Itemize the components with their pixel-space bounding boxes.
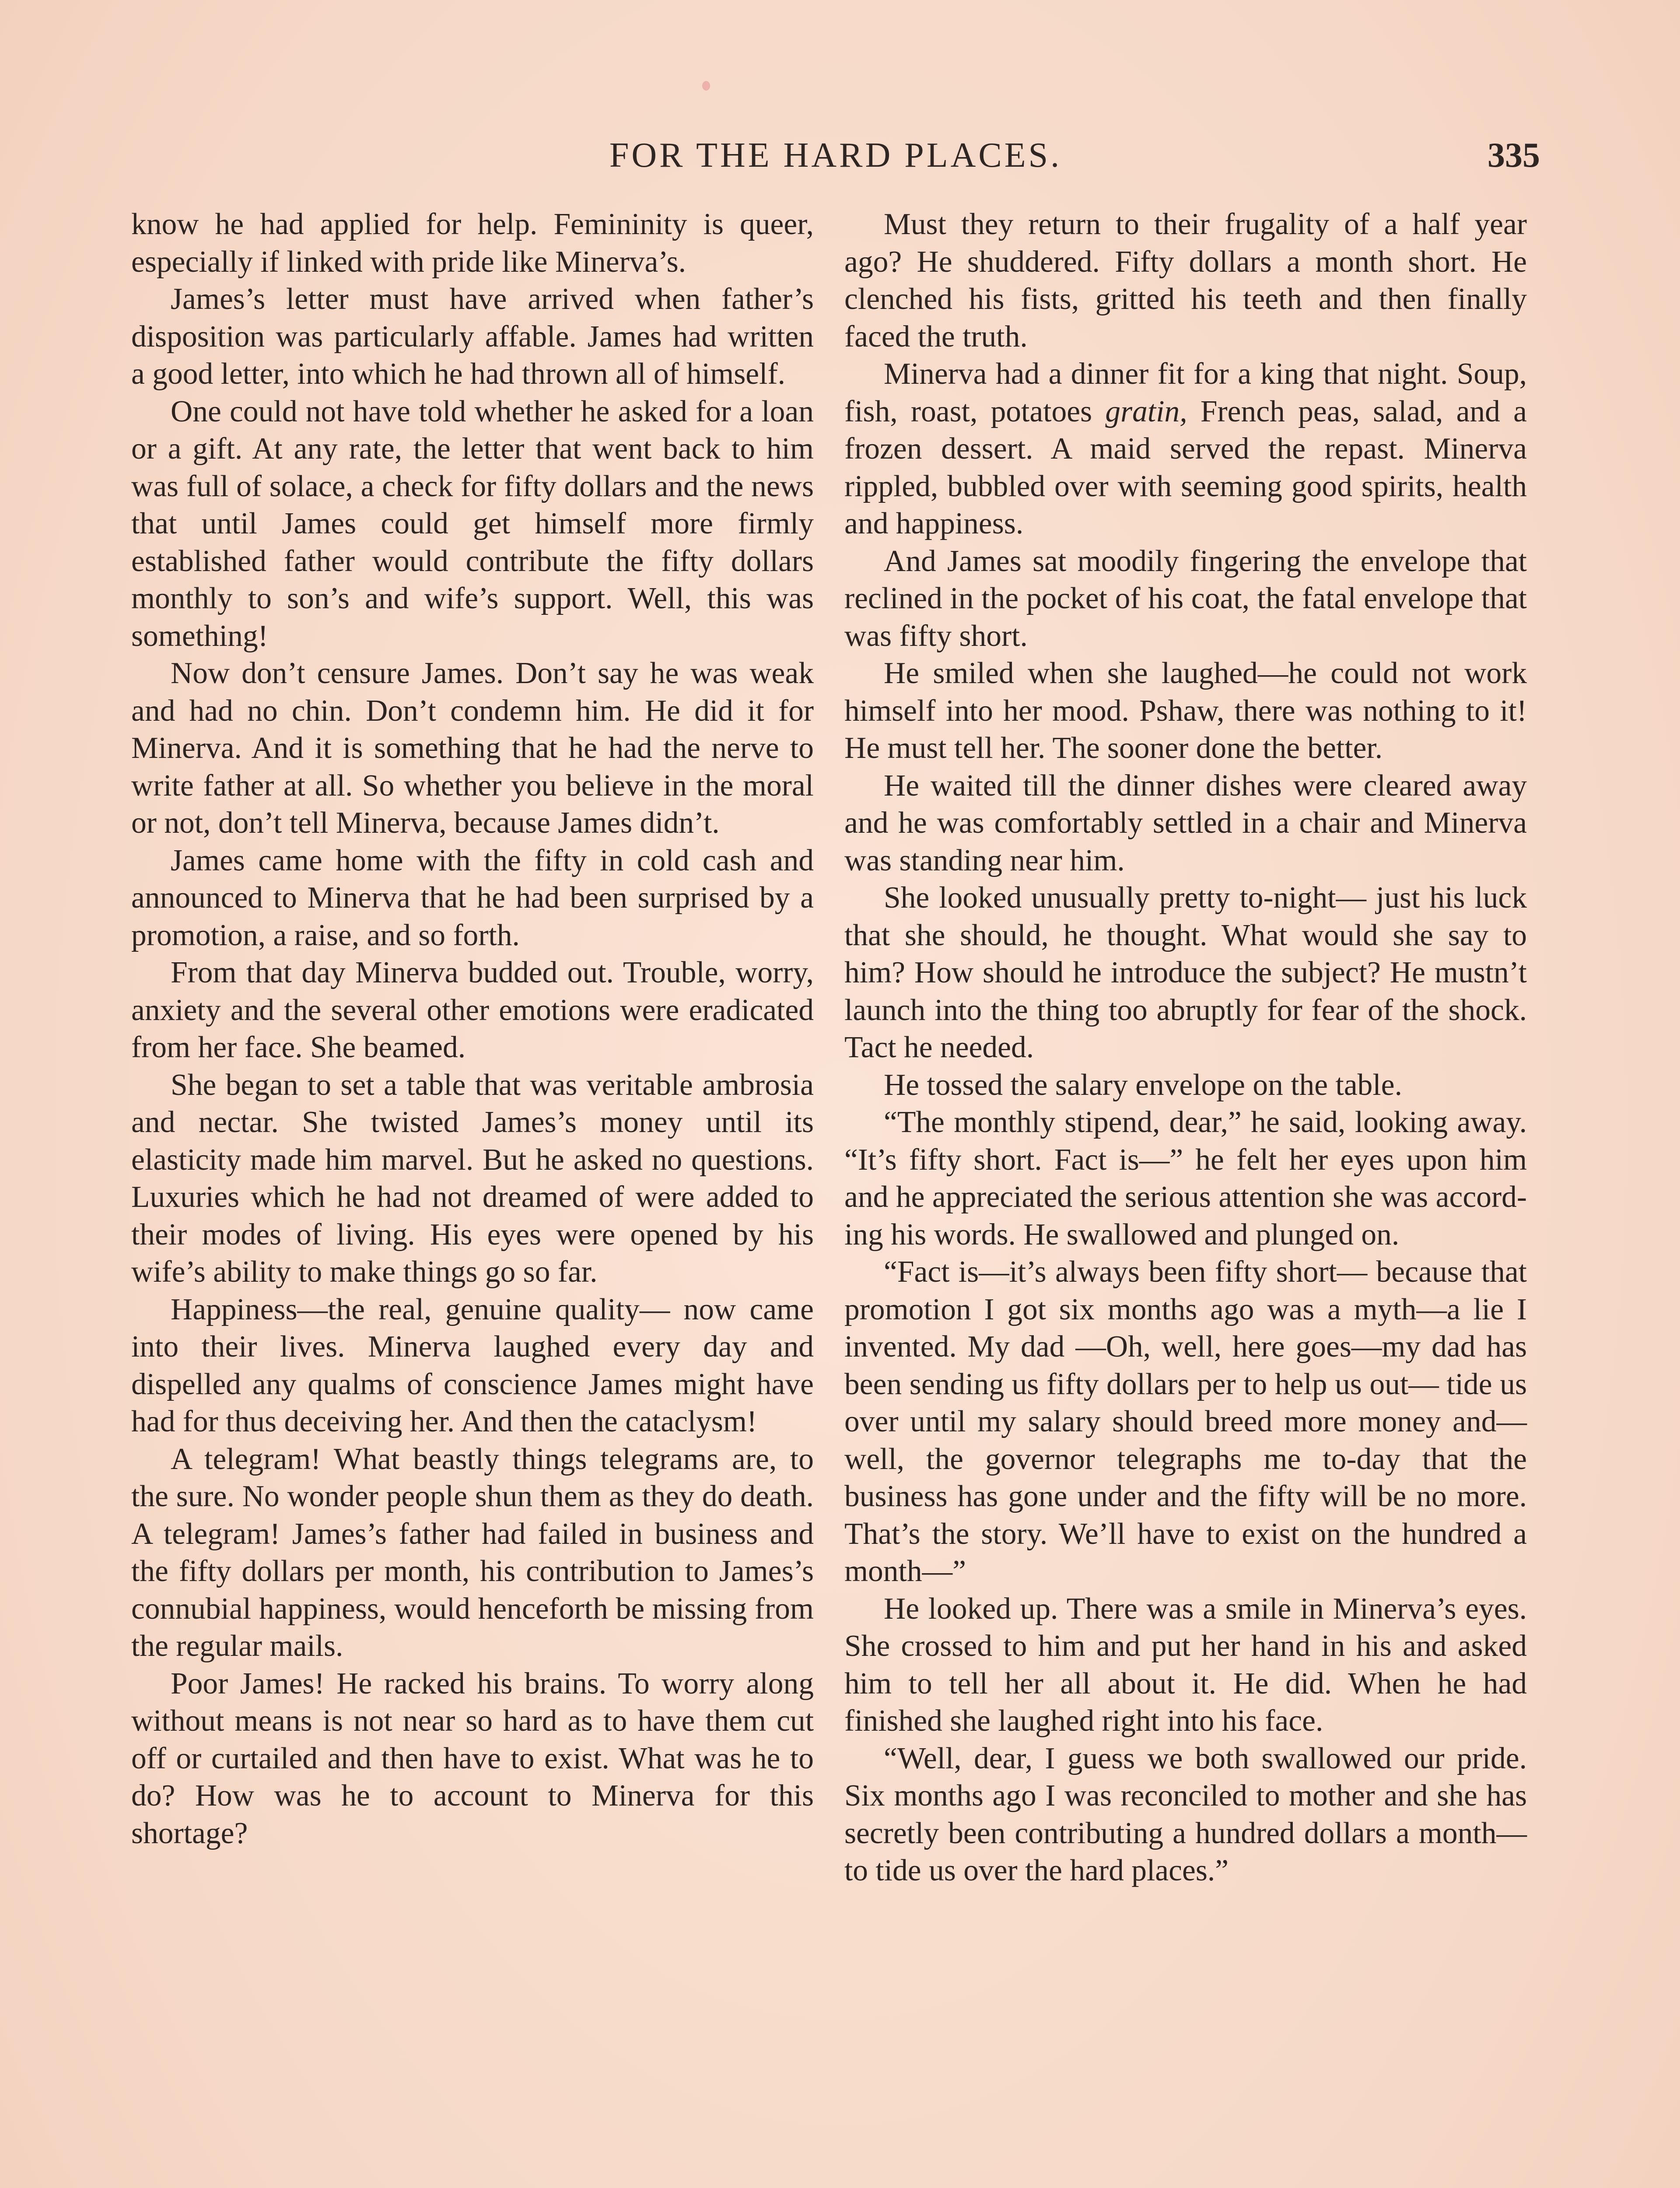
left-column xyxy=(131,206,814,1852)
paragraph: He looked up. There was a smile in Minerva’s eyes. She crossed to him and put her hand in his and asked him to tell her all about it. He did. When he had finished she laughed right into his face. xyxy=(844,1592,1527,1738)
paragraph: And James sat moodily fingering the envelope that reclined in the pocket of his coat, the fatal envelope that was fifty short. xyxy=(844,544,1527,653)
paragraph: know he had applied for help. Femininity is queer, especially if linked with pride like Minerva’s. xyxy=(131,207,814,279)
paragraph: He smiled when she laughed—he could not work himself into her mood. Pshaw, there was nothing to it! He must tell her. The sooner done the better. xyxy=(844,656,1527,765)
paragraph: She began to set a table that was veritable ambrosia and nectar. She twisted James’s money until its elasticity made him marvel. But he asked no questions. Luxuries which he had not dreamed of were added to their modes of living. His eyes were opened by his wife’s ability to make things go so far. xyxy=(131,1068,814,1289)
paragraph: Poor James! He racked his brains. To worry along without means is not near so hard as to have them cut off or curtailed and then have to exist. What was he to do? How was he to account to Minerva for this shortage? xyxy=(131,1666,814,1850)
paragraph: Must they return to their frugality of a half year ago? He shuddered. Fifty dollars a month short. He clenched his fists, gritted his teeth and then finally faced the truth. xyxy=(844,207,1527,354)
paragraph: “The monthly stipend, dear,” he said, looking away. “It’s fifty short. Fact is—” he felt her eyes upon him and he appreciated the serious attention she was according his words. He swallowed and plunged on. xyxy=(844,1105,1527,1252)
right-column xyxy=(844,206,1527,1890)
italic-word: gratin, xyxy=(1105,394,1187,428)
paragraph: James came home with the fifty in cold cash and announced to Minerva that he had been surprised by a promotion, a raise, and so forth. xyxy=(131,843,814,952)
paper-speck xyxy=(702,81,710,91)
paragraph: He tossed the salary envelope on the table. xyxy=(884,1068,1402,1102)
paragraph: “Well, dear, I guess we both swallowed our pride. Six months ago I was reconciled to mother and she has secretly been contributing a hundred dollars a month—to tide us over the hard places.” xyxy=(844,1741,1527,1887)
paragraph: He waited till the dinner dishes were cleared away and he was comfortably settled in a chair and Minerva was standing near him. xyxy=(844,768,1527,877)
paragraph: “Fact is—it’s always been fifty short— because that promotion I got six months ago was a myth—a lie I invented. My dad —Oh, well, here goes—my dad has been sending us fifty dollars per to help us out— tide us over until my salary should breed more money and—well, the governor telegraphs me to-day that the business has gone under and the fifty will be no more. That’s the story. We’ll have to exist on the hundred a month—” xyxy=(844,1255,1527,1588)
paragraph: James’s letter must have arrived when father’s disposition was particularly affable. James had written a good letter, into which he had thrown all of himself. xyxy=(131,282,814,391)
paragraph: A telegram! What beastly things telegrams are, to the sure. No wonder people shun them as they do death. A telegram! James’s father had failed in business and the fifty dollars per month, his contribution to James’s connubial happiness, would henceforth be missing from the regular mails. xyxy=(131,1442,814,1663)
running-title: FOR THE HARD PLACES. xyxy=(609,136,1062,175)
paragraph: From that day Minerva budded out. Trouble, worry, anxiety and the several other emotions were eradicated from her face. She beamed. xyxy=(131,956,814,1064)
text-run: Minerva had a dinner fit for a king that night. Soup, fish, roast, potatoes xyxy=(844,357,1527,428)
text-run: French peas, salad, and a frozen dessert. A maid served the repast. Minerva rippled, bubbled over with seeming good spirits, health and happiness. xyxy=(844,394,1527,540)
page-number: 335 xyxy=(1488,136,1540,175)
running-header xyxy=(131,131,1540,179)
paragraph: Happiness—the real, genuine quality— now came into their lives. Minerva laughed every day and dispelled any qualms of conscience James might have had for thus deceiving her. And then the cataclysm! xyxy=(131,1292,814,1438)
paragraph: Now don’t censure James. Don’t say he was weak and had no chin. Don’t condemn him. He did it for Minerva. And it is something that he had the nerve to write father at all. So whether you believe in the moral or not, don’t tell Minerva, because James didn’t. xyxy=(131,656,814,840)
paragraph: She looked unusually pretty to-night— just his luck that she should, he thought. What would she say to him? How should he introduce the subject? He mustn’t launch into the thing too abruptly for fear of the shock. Tact he needed. xyxy=(844,881,1527,1064)
paragraph-with-italic xyxy=(844,355,1527,543)
paragraph: One could not have told whether he asked for a loan or a gift. At any rate, the letter that went back to him was full of solace, a check for fifty dollars and the news that until James could get himself more firmly established father would contribute the fifty dollars monthly to son’s and wife’s support. Well, this was something! xyxy=(131,394,814,653)
